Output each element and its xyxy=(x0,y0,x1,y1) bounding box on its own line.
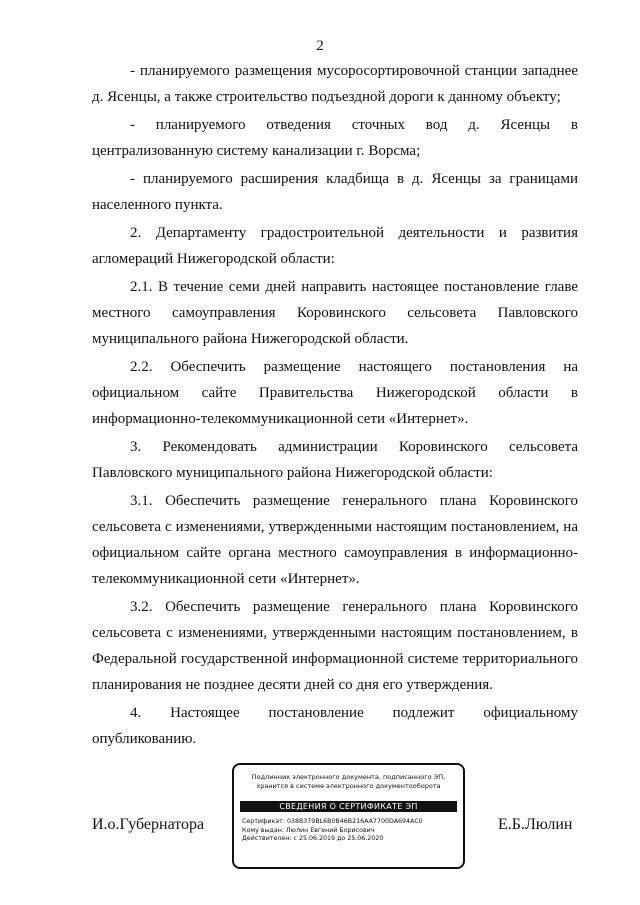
paragraph: 2. Департаменту градостроительной деятельности и развития агломераций Нижегородской области: xyxy=(92,225,578,267)
signatory-name: Е.Б.Люлин xyxy=(498,816,573,833)
paragraph: - планируемого размещения мусоросортировочной станции западнее д. Ясенцы, а также строительство подъездной дороги к данному объекту; xyxy=(92,63,578,105)
stamp-issued-to: Кому выдан: Люлин Евгений Борисович xyxy=(242,826,375,834)
paragraph: - планируемого расширения кладбища в д. Ясенцы за границами населенного пункта. xyxy=(92,171,578,213)
paragraph: 3.2. Обеспечить размещение генерального плана Коровинского сельсовета с изменениями, утвержденными настоящим постановлением, в Федеральной государственной информационной системе территориального планирования не позднее десяти дней со дня его утверждения. xyxy=(92,599,578,693)
stamp-validity: Действителен: с 25.06.2019 до 25.06.2020 xyxy=(242,835,384,842)
paragraph: 2.1. В течение семи дней направить настоящее постановление главе местного самоуправления Коровинского сельсовета Павловского муниципального района Нижегородской области. xyxy=(92,279,578,347)
electronic-signature-stamp xyxy=(232,763,465,869)
paragraph: 4. Настоящее постановление подлежит официальному опубликованию. xyxy=(92,705,578,747)
page-number: 2 xyxy=(316,38,324,54)
document-body xyxy=(92,58,578,754)
signatory-position: И.о.Губернатора xyxy=(92,816,205,833)
paragraph: - планируемого отведения сточных вод д. Ясенцы в централизованную систему канализации г. Ворсма; xyxy=(92,117,578,159)
paragraph: 2.2. Обеспечить размещение настоящего постановления на официальном сайте Правительства Нижегородской области в информационно-телекоммуникационной сети «Интернет». xyxy=(92,359,578,427)
stamp-header: СВЕДЕНИЯ О СЕРТИФИКАТЕ ЭП xyxy=(240,801,457,812)
paragraph: 3. Рекомендовать администрации Коровинского сельсовета Павловского муниципального района Нижегородской области: xyxy=(92,439,578,481)
paragraph: 3.1. Обеспечить размещение генерального плана Коровинского сельсовета с изменениями, утвержденными настоящим постановлением, на официальном сайте органа местного самоуправления в информационно-телекоммуникационной сети «Интернет». xyxy=(92,493,578,587)
stamp-note: Подлинник электронного документа, подписанного ЭП, хранится в системе электронного документооборота xyxy=(251,773,446,790)
stamp-certificate: Сертификат: 038B379BL6B0B46B216AA7700DA694AC0 xyxy=(242,818,423,825)
stamp-info xyxy=(242,818,455,844)
